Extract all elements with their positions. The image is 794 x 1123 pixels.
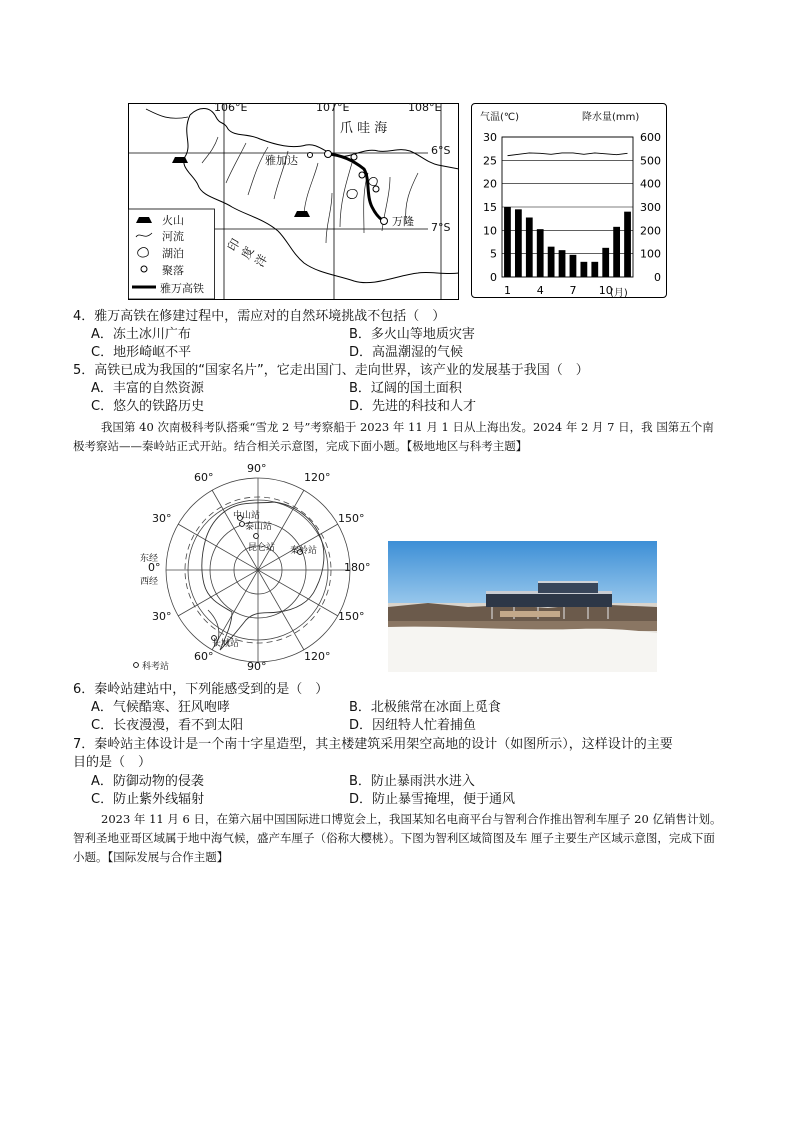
legend-volcano: 火山	[162, 214, 184, 227]
temp-tick-label: 5	[490, 247, 497, 261]
deg-90-bottom: 90°	[247, 660, 267, 673]
deg-0: 0°	[148, 561, 161, 574]
climate-plot	[472, 104, 668, 299]
precip-tick-label: 0	[654, 271, 661, 284]
precip-bar	[504, 207, 511, 277]
temperature-line	[508, 153, 628, 156]
month-tick-label: 1	[503, 284, 511, 297]
deg-120-tr: 120°	[304, 471, 331, 484]
deg-30-tl: 30°	[152, 512, 172, 525]
precip-bar	[537, 229, 544, 277]
x-axis-unit: (月)	[610, 288, 628, 299]
chile-intro-line3: 厘子主要生产区域示意图，完成下面小题。【国际发展与合作主题】	[73, 831, 715, 864]
month-tick-label: 7	[569, 284, 577, 297]
deg-30-bl: 30°	[152, 610, 172, 623]
precip-tick-label: 400	[640, 177, 661, 191]
q7-option-a: A．防御动物的侵袭	[91, 774, 204, 789]
q7-stem-line2: 目的是（ ）	[73, 755, 152, 770]
q4-option-d: D．高温潮湿的气候	[349, 345, 464, 360]
polar-map-drawing	[128, 460, 378, 675]
chile-intro-line1: 2023 年 11 月 6 日，在第六届中国国际进口博览会上，我国某知名电商平台与智利合作推出智利车厘子	[101, 812, 631, 826]
lon-label-107: 107°E	[316, 101, 350, 114]
q5-stem: 5．高铁已成为我国的“国家名片”，它走出国门、走向世界，该产业的发展基于我国（ ）	[73, 363, 589, 378]
q4-option-b: B．多火山等地质灾害	[349, 327, 475, 342]
station-photo-drawing	[388, 541, 657, 672]
precip-tick-label: 600	[640, 131, 661, 144]
ocean-label: 印 度 洋	[224, 236, 270, 270]
q4-option-c: C．地形崎岖不平	[91, 345, 192, 360]
q5-option-a: A．丰富的自然资源	[91, 381, 204, 396]
east-label: 东经	[140, 554, 159, 564]
station-taishan: 泰山站	[245, 522, 273, 532]
legend-river: 河流	[162, 230, 184, 243]
station-kunlun: 昆仑站	[248, 543, 276, 553]
chile-intro-line2: 20 亿销售计划。智利圣地亚哥区域属于地中海气候，盛产车厘子（俗称大樱桃）。下图为智利区域简图及车	[73, 812, 722, 845]
precip-bar	[570, 255, 577, 277]
station-changcheng: 长城站	[212, 639, 240, 649]
polar-map	[128, 460, 378, 675]
q6-option-a: A．气候酷寒、狂风咆哮	[91, 700, 230, 715]
temp-axis-title: 气温(℃)	[480, 112, 520, 123]
precip-bar	[515, 209, 522, 277]
precip-axis-title: 降水量(mm)	[582, 112, 640, 123]
city-bandung: 万隆	[392, 215, 414, 228]
precip-tick-label: 100	[640, 247, 661, 261]
q6-option-c: C．长夜漫漫，看不到太阳	[91, 718, 244, 733]
west-label: 西经	[140, 577, 159, 587]
precip-bar	[526, 218, 533, 278]
temp-tick-label: 30	[483, 131, 497, 144]
deg-120-br: 120°	[304, 650, 331, 663]
q7-option-c: C．防止紫外线辐射	[91, 792, 205, 807]
temp-tick-label: 15	[483, 201, 497, 214]
precip-bar	[559, 250, 566, 277]
legend-lake: 湖泊	[162, 247, 184, 260]
legend-hsr: 雅万高铁	[160, 282, 204, 295]
java-map	[128, 103, 459, 300]
temp-tick-label: 10	[483, 224, 497, 238]
precip-bar	[580, 262, 587, 277]
deg-90-top: 90°	[247, 462, 267, 475]
lon-label-108: 108°E	[408, 101, 442, 114]
month-tick-label: 4	[536, 284, 544, 297]
deg-60-tl: 60°	[194, 471, 214, 484]
qinling-station-photo	[388, 541, 657, 672]
antarctic-intro-line2: 国第五个南极考察站——秦岭站正式开站。结合相关示意图，完成下面小题。【极地地区与科考主题】	[73, 420, 714, 453]
q6-stem: 6．秦岭站建站中，下列能感受到的是（ ）	[73, 682, 329, 697]
climate-chart	[471, 103, 667, 298]
q5-option-c: C．悠久的铁路历史	[91, 399, 205, 414]
precip-bar	[602, 248, 609, 277]
q4-stem: 4．雅万高铁在修建过程中，需应对的自然环境挑战不包括（ ）	[73, 309, 446, 324]
precip-bar	[591, 262, 598, 277]
sea-label: 爪 哇 海	[340, 121, 388, 136]
q4-option-a: A．冻土冰川广布	[91, 327, 191, 342]
lat-label-6s: 6°S	[431, 144, 451, 157]
deg-180: 180°	[344, 561, 371, 574]
antarctic-intro-line1: 我国第 40 次南极科考队搭乘“雪龙 2 号”考察船于 2023 年 11 月 1 日从上海出发。2024 年 2 月 7 日，我	[101, 420, 653, 434]
q7-option-b: B．防止暴雨洪水进入	[349, 774, 475, 789]
precip-bar	[613, 227, 620, 277]
antarctic-intro	[73, 418, 723, 456]
lon-label-106: 106°E	[214, 101, 248, 114]
q7-stem-line1: 7．秦岭站主体设计是一个南十字星造型，其主楼建筑采用架空高地的设计（如图所示），这样设计的主要	[73, 737, 673, 752]
deg-150-tr: 150°	[338, 512, 365, 525]
q6-option-d: D．因纽特人忙着捕鱼	[349, 718, 477, 733]
month-tick-label: 10	[598, 284, 613, 297]
station-legend: 科考站	[142, 662, 170, 672]
lat-label-7s: 7°S	[431, 221, 451, 234]
precip-bar	[624, 212, 631, 277]
temp-tick-label: 20	[483, 177, 497, 191]
chile-intro	[73, 810, 723, 867]
station-zhongshan: 中山站	[233, 511, 261, 521]
q5-option-b: B．辽阔的国土面积	[349, 381, 462, 396]
precip-tick-label: 200	[640, 224, 661, 238]
deg-60-bl: 60°	[194, 650, 214, 663]
q7-option-d: D．防止暴雪掩埋，便于通风	[349, 792, 516, 807]
precip-tick-label: 300	[640, 201, 661, 214]
temp-tick-label: 25	[483, 154, 497, 168]
precip-tick-label: 500	[640, 154, 661, 168]
legend-settlement: 聚落	[162, 264, 184, 277]
q5-option-d: D．先进的科技和人才	[349, 399, 477, 414]
station-qinling: 秦岭站	[290, 546, 318, 556]
deg-150-br: 150°	[338, 610, 365, 623]
q6-option-b: B．北极熊常在冰面上觅食	[349, 700, 501, 715]
city-jakarta: 雅加达	[265, 154, 298, 167]
precip-bar	[548, 247, 555, 277]
temp-tick-label: 0	[490, 271, 497, 284]
